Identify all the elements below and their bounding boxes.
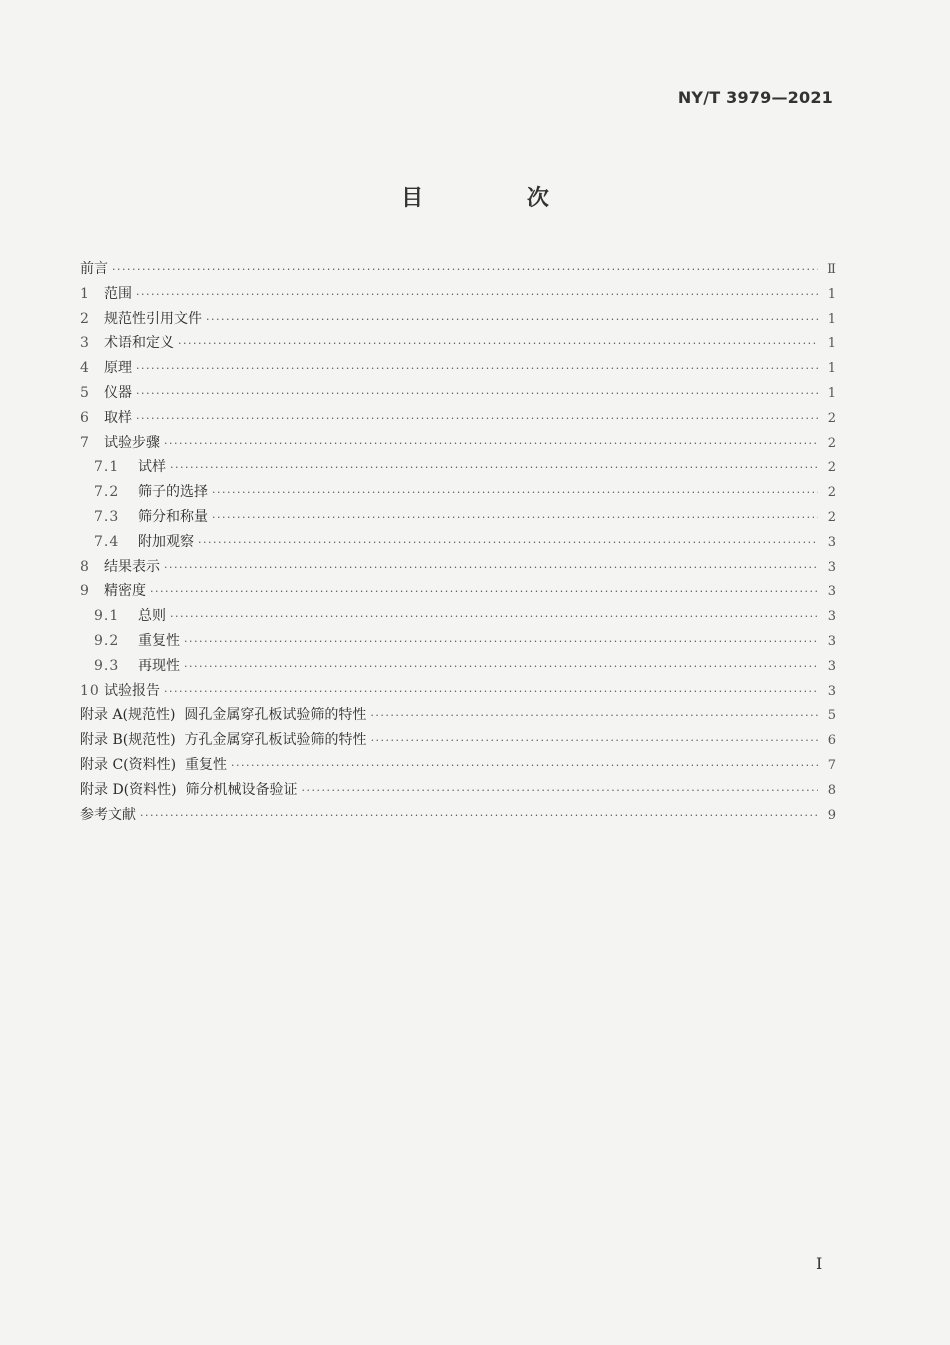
toc-leader-dots [184, 655, 818, 680]
toc-entry[interactable] [80, 406, 836, 431]
toc-entry-page: 3 [827, 534, 836, 550]
toc-leader-dots [164, 556, 818, 581]
toc-entry[interactable] [80, 307, 836, 332]
toc-entry-label: 仪器 [104, 384, 132, 401]
toc-entry-number: 6 [80, 409, 90, 426]
toc-entry[interactable] [80, 331, 836, 356]
toc-entry-page: 3 [827, 559, 836, 575]
toc-entry-label: 附录 A(规范性) 圆孔金属穿孔板试验筛的特性 [80, 707, 367, 724]
toc-leader-dots [164, 432, 818, 457]
toc-entry-number: 9.3 [94, 657, 120, 674]
toc-entry-number: 7.2 [94, 484, 120, 501]
toc-entry-number: 7.3 [94, 508, 120, 525]
toc-title: 目 次 [401, 186, 597, 211]
toc-entry-label: 前言 [80, 261, 108, 277]
toc-entry[interactable] [80, 803, 836, 828]
toc-entry-page: 1 [827, 286, 836, 302]
toc-entry-page: 3 [827, 683, 836, 699]
toc-leader-dots [170, 605, 818, 630]
toc-entry-label: 原理 [104, 360, 132, 377]
toc-entry[interactable] [80, 679, 836, 704]
toc-leader-dots [198, 531, 818, 556]
toc-entry[interactable] [80, 381, 836, 406]
toc-entry-page: 2 [827, 509, 836, 525]
toc-entry-number: 10 [80, 682, 100, 699]
toc-entry[interactable] [80, 579, 836, 604]
toc-leader-dots [206, 308, 818, 333]
toc-entry-label: 总则 [138, 608, 166, 625]
toc-entry-label: 附录 C(资料性) 重复性 [80, 756, 227, 773]
toc-leader-dots [140, 804, 818, 829]
toc-entry-page: 2 [827, 485, 836, 501]
toc-entry-label: 重复性 [138, 632, 180, 649]
toc-entry-number: 8 [80, 558, 90, 575]
toc-entry-page: 5 [827, 708, 836, 724]
toc-leader-dots [302, 779, 819, 804]
toc-leader-dots [178, 332, 818, 357]
toc-entry-page: 8 [827, 782, 836, 798]
toc-entry[interactable] [80, 257, 836, 282]
toc-entry-label: 附录 B(规范性) 方孔金属穿孔板试验筛的特性 [80, 732, 367, 749]
toc-entry[interactable] [80, 778, 836, 803]
toc-entry[interactable] [80, 282, 836, 307]
toc-entry-page: 2 [827, 410, 836, 426]
toc-entry-label: 结果表示 [104, 558, 160, 575]
toc-entry-page: 1 [827, 361, 836, 377]
toc-entry[interactable] [80, 431, 836, 456]
toc-leader-dots [136, 382, 818, 407]
toc-entry-number: 7 [80, 434, 90, 451]
toc-entry-label: 术语和定义 [104, 335, 174, 352]
toc-entry[interactable] [80, 654, 836, 679]
toc-entry-label: 附加观察 [138, 533, 194, 550]
toc-entry-number: 3 [80, 335, 90, 352]
toc-entry-label: 范围 [104, 285, 132, 302]
toc-entry-label: 参考文献 [80, 806, 136, 823]
toc-entry-number: 5 [80, 384, 90, 401]
toc-entry[interactable] [80, 703, 836, 728]
toc-entry-page: 6 [827, 733, 836, 749]
toc-leader-dots [164, 680, 818, 705]
toc-entry[interactable] [80, 629, 836, 654]
toc-entry-page: 2 [827, 460, 836, 476]
toc-leader-dots [212, 506, 818, 531]
toc-entry-label: 试验报告 [104, 682, 160, 699]
toc-entry-number: 2 [80, 310, 90, 327]
toc-entry-label: 筛子的选择 [138, 484, 208, 501]
toc-entry-number: 9.2 [94, 632, 120, 649]
toc-entry-page: 2 [827, 435, 836, 451]
toc-leader-dots [136, 357, 818, 382]
toc-entry-number: 9.1 [94, 608, 120, 625]
toc-entry[interactable] [80, 356, 836, 381]
toc-leader-dots [231, 754, 818, 779]
toc-leader-dots [370, 704, 818, 729]
toc-entry-page: 1 [827, 336, 836, 352]
page-number: I [816, 1254, 823, 1273]
toc-leader-dots [184, 630, 818, 655]
toc-entry-page: 3 [827, 584, 836, 600]
standard-number: NY/T 3979—2021 [677, 88, 833, 107]
toc-entry-page: Ⅱ [827, 262, 836, 277]
toc-entry[interactable] [80, 530, 836, 555]
toc-leader-dots [136, 283, 818, 308]
toc-entry-label: 取样 [104, 409, 132, 426]
toc-entry-label: 试验步骤 [104, 434, 160, 451]
toc-entry-label: 筛分和称量 [138, 508, 208, 525]
toc-entry[interactable] [80, 728, 836, 753]
toc-entry[interactable] [80, 505, 836, 530]
toc-entry-label: 附录 D(资料性) 筛分机械设备验证 [80, 781, 298, 798]
toc-leader-dots [150, 580, 818, 605]
toc-entry-number: 1 [80, 285, 90, 302]
toc-entry-page: 9 [827, 807, 836, 823]
toc-entry-label: 规范性引用文件 [104, 310, 202, 327]
toc-entry-page: 3 [827, 609, 836, 625]
toc-leader-dots [136, 407, 818, 432]
toc-entry-label: 精密度 [104, 583, 146, 600]
toc-entry[interactable] [80, 753, 836, 778]
toc-entry-label: 再现性 [138, 657, 180, 674]
toc-leader-dots [170, 456, 818, 481]
toc-entry[interactable] [80, 480, 836, 505]
toc-entry[interactable] [80, 604, 836, 629]
toc-entry-number: 9 [80, 583, 90, 600]
toc-entry-page: 3 [827, 633, 836, 649]
toc-entry-number: 7.1 [94, 459, 120, 476]
toc-entry[interactable] [80, 455, 836, 480]
toc-entry-page: 7 [827, 757, 836, 773]
table-of-contents [80, 257, 836, 827]
toc-entry-number: 4 [80, 360, 90, 377]
toc-entry-page: 1 [827, 385, 836, 401]
toc-entry-label: 试样 [138, 459, 166, 476]
toc-leader-dots [371, 729, 818, 754]
toc-entry[interactable] [80, 555, 836, 580]
toc-leader-dots [212, 481, 818, 506]
toc-entry-page: 1 [827, 311, 836, 327]
toc-entry-page: 3 [827, 658, 836, 674]
toc-leader-dots [112, 258, 818, 283]
toc-entry-number: 7.4 [94, 533, 120, 550]
